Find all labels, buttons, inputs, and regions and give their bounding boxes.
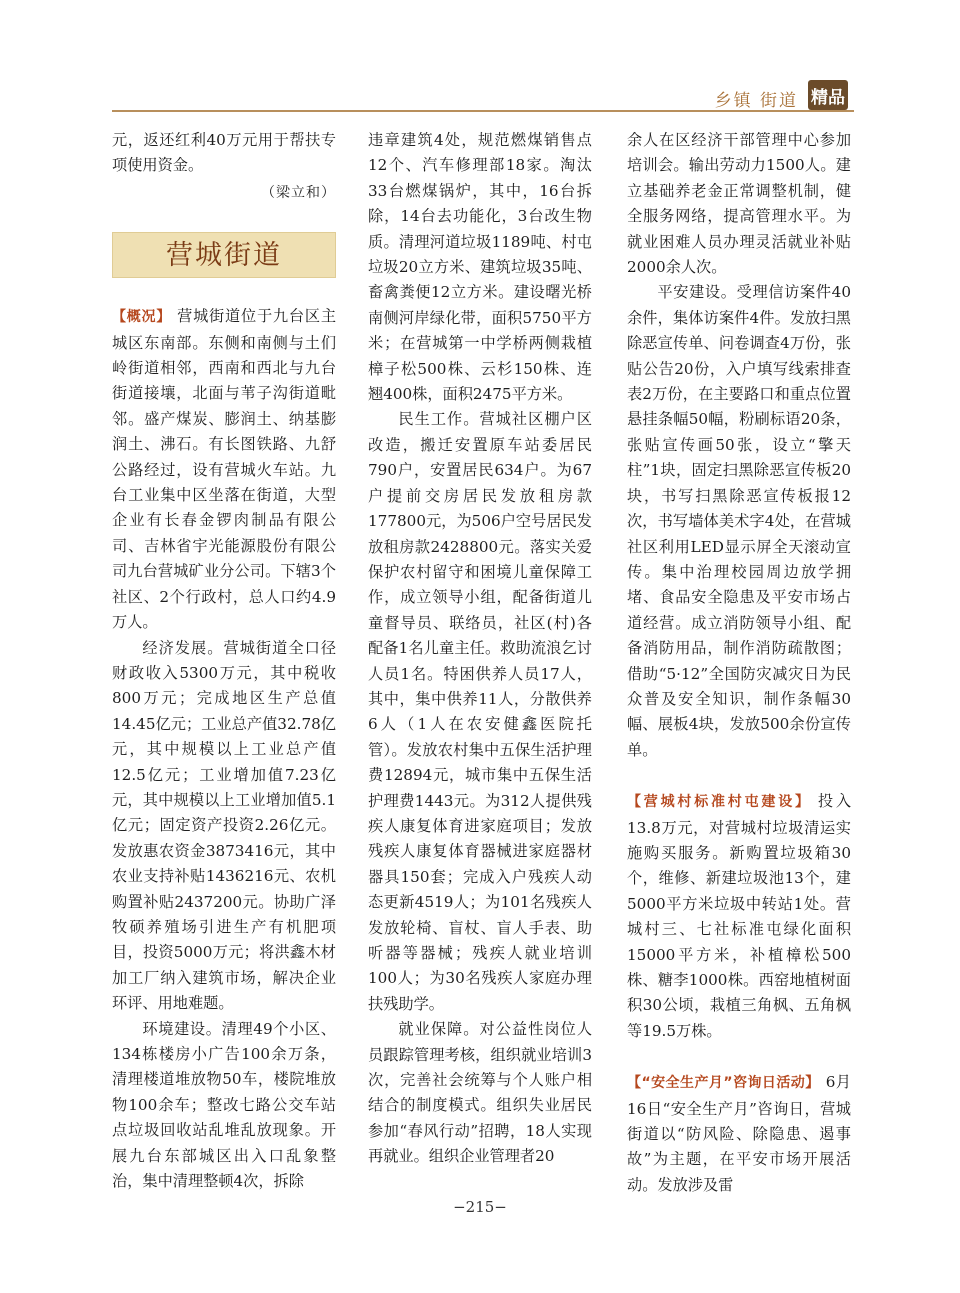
activity-tag: 【“安全生产月”咨询日活动】	[627, 1075, 820, 1092]
column-3	[627, 128, 851, 1198]
village-text: 投入13.8万元，对营城村垃圾清运实施购买服务。新购置垃圾箱30个，维修、新建垃圾池13个，建5000平方米垃圾中转站1处。营城村三、七社标准屯绿化面积15000平方米，补植樟松500株、糖李1000株。西窑地植树面积30公顷，栽植三角枫、五角枫等19.5万株。	[627, 792, 852, 1040]
paragraph: 违章建筑4处，规范燃煤销售点12个、汽车修理部18家。淘汰33台燃煤锅炉，其中，16台拆除，14台去功能化，3台改生物质。清理河道垃圾1189吨、村屯垃圾20立方米、建筑垃圾35吨、畜禽粪便12立方米。建设曙光桥南侧河岸绿化带，面积5750平方米；在营城第一中学桥两侧栽植樟子松500株、云杉150株、连翘400株，面积2475平方米。	[368, 131, 592, 404]
page-number: −215−	[453, 1198, 507, 1216]
livelihood-paragraph: 民生工作。营城社区棚户区改造，搬迁安置原车站委居民790户，安置居民634户。为67户提前交房居民发放租房款177800元，为506户空号居民发放租房款2428800元。落实关爱保护农村留守和困境儿童保障工作，成立领导小组，配备街道儿童督导员、联络员，社区(村)各配备1名儿童主任。救助流浪乞讨人员1名。特困供养人员17人，其中，集中供养11人，分散供养6人（1人在农安健鑫医院托管）。发放农村集中五保生活护理费12894元，城市集中五保生活护理费1443元。为312人提供残疾人康复体育进家庭项目；发放残疾人康复体育器械进家庭器材器具150套；完成入户残疾人动态更新4519人；为101名残疾人发放轮椅、盲杖、盲人手表、助听器等器械；残疾人就业培训100人；为30名残疾人家庭办理扶残助学。	[368, 410, 592, 1013]
overview-paragraph	[112, 304, 336, 635]
village-paragraph	[627, 789, 851, 1044]
overview-tag: 【概况】	[112, 309, 172, 326]
employment-paragraph: 就业保障。对公益性岗位人员跟踪管理考核，组织就业培训3次，完善社会统筹与个人账户相结合的制度模式。组织失业居民参加“春风行动”招聘，18人实现再就业。组织企业管理者20	[368, 1020, 592, 1166]
activity-paragraph	[627, 1070, 851, 1198]
section-title: 营城街道	[112, 232, 336, 278]
spacer	[627, 763, 851, 789]
running-header-label: 乡镇 街道	[714, 91, 798, 111]
column-2	[368, 128, 592, 1170]
economy-paragraph: 经济发展。营城街道全口径财政收入5300万元，其中税收800万元；完成地区生产总值14.45亿元；工业总产值32.78亿元，其中规模以上工业总产值12.5亿元；工业增加值7.23亿元，其中规模以上工业增加值5.1亿元；固定资产投资2.26亿元。发放惠农资金3873416元，其中农业支持补贴1436216元、农机购置补贴2437200元。协助广泽牧硕养殖场引进生产有机肥项目，投资5000万元；将洪鑫木材加工厂纳入建筑市场，解决企业环评、用地难题。	[112, 638, 336, 1013]
author-byline: （梁立和）	[261, 184, 336, 201]
paragraph: 余人在区经济干部管理中心参加培训会。输出劳动力1500人。建立基础养老金正常调整机制，健全服务网络，提高管理水平。为就业困难人员办理灵活就业补贴2000余人次。	[627, 131, 851, 277]
spacer	[627, 1044, 851, 1070]
column-1	[112, 128, 336, 1194]
village-tag: 【营城村标准村屯建设】	[627, 794, 812, 811]
paragraph: 元，返还红利40万元用于帮扶专项使用资金。	[112, 131, 336, 175]
safety-paragraph: 平安建设。受理信访案件40余件，集体访案件4件。发放扫黑除恶宣传单、问卷调查4万份，张贴公告20份，入户填写线索排查表2万份，在主要路口和重点位置悬挂条幅50幅，粉刷标语20条，张贴宣传画50张，设立“擎天柱”1块，固定扫黑除恶宣传板20块，书写扫黑除恶宣传板报12次，书写墙体美术字4处，在营城社区利用LED显示屏全天滚动宣传。集中治理校园周边放学拥堵、食品安全隐患及平安市场占道经营。成立消防领导小组、配备消防用品，制作消防疏散图；借助“5·12”全国防灾减灾日为民众普及安全知识，制作条幅30幅、展板4块，发放500余份宣传单。	[627, 283, 851, 759]
environment-paragraph: 环境建设。清理49个小区、134栋楼房小广告100余万条，清理楼道堆放物50车，楼院堆放物100余车；整改七路公交车站点垃圾回收站乱堆乱放现象。开展九台东部城区出入口乱象整治，集中清理整顿4次，拆除	[112, 1019, 336, 1191]
activity-text: 6月16日“安全生产月”咨询日，营城街道以“防风险、除隐患、遏事故”为主题，在平安市场开展活动。发放涉及雷	[627, 1073, 851, 1194]
jingpin-logo-icon: 精品	[808, 80, 848, 110]
overview-text: 营城街道位于九台区主城区东南部。东侧和南侧与土们岭街道相邻，西南和西北与九台街道接壤，北面与苇子沟街道毗邻。盛产煤炭、膨润土、纳基膨润土、沸石。有长图铁路、九舒公路经过，设有营城火车站。九台工业集中区坐落在街道，大型企业有长春金锣肉制品有限公司、吉林省宇光能源股份有限公司九台营城矿业分公司。下辖3个社区、2个行政村，总人口约4.9万人。	[112, 307, 337, 632]
